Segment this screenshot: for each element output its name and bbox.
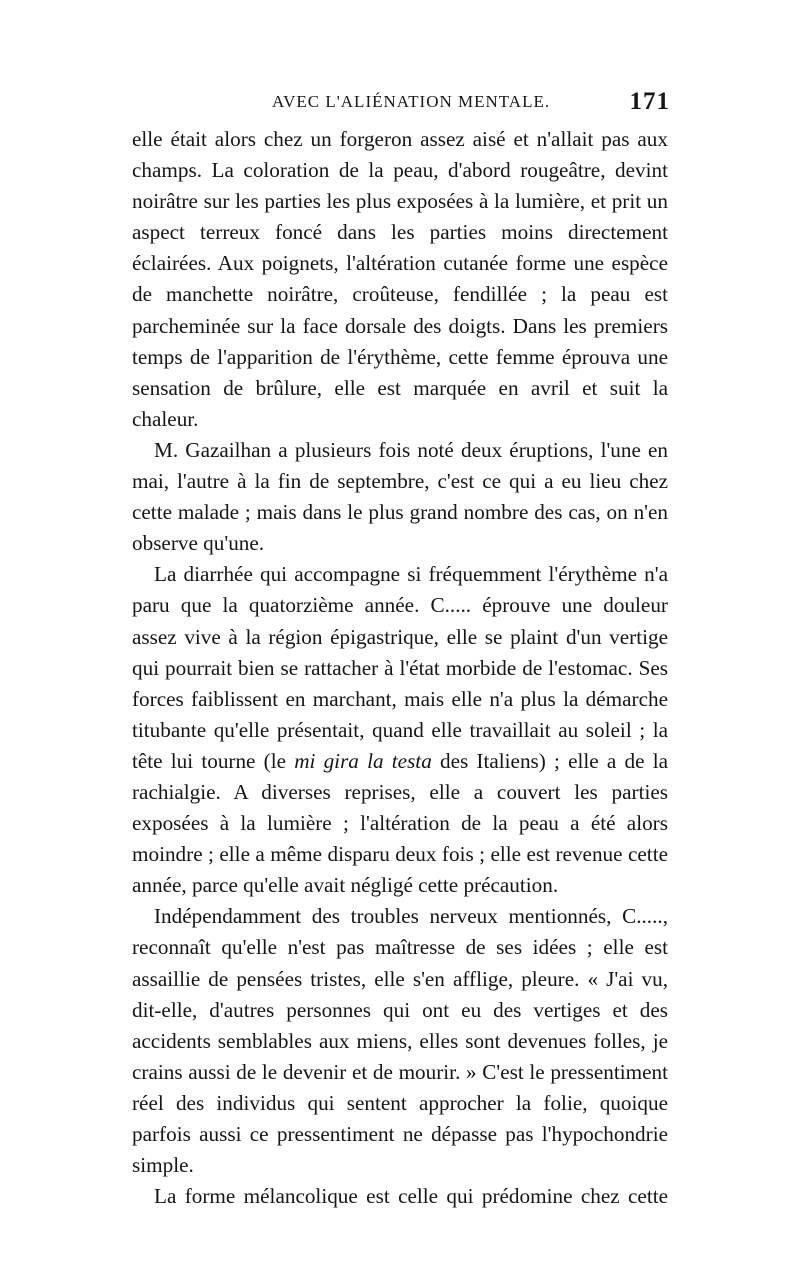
- paragraph-melancholic-form: La forme mélancolique est celle qui prédomine chez cette: [154, 1184, 668, 1209]
- paragraph-continued: elle était alors chez un forgeron assez aisé et n'allait pas aux champs. La coloration de la peau, d'abord rougeâtre, devint noirâtre sur les parties les plus exposées à la lumière, et prit un aspect terreux foncé dans les parties moins directement éclairées. Aux poignets, l'altération cutanée forme une espèce de manchette noirâtre, croûteuse, fendillée ; la peau est parcheminée sur la face dorsale des doigts. Dans les premiers temps de l'apparition de l'érythème, cette femme éprouva une sensation de brûlure, elle est marquée en avril et suit la chaleur.: [132, 127, 668, 431]
- italic-phrase: mi gira la testa: [294, 748, 432, 773]
- running-head: [132, 88, 672, 120]
- running-title: AVEC L'ALIÉNATION MENTALE.: [272, 92, 551, 111]
- page-number: 171: [629, 88, 670, 115]
- paragraph-diarrhea-text-after: des Italiens) ; elle a de la rachialgie. A diverses reprises, elle a couvert les parties exposées à la lumière ; l'altération de la peau a été alors moindre ; elle a même disparu deux fois ; elle est revenue cette année, parce qu'elle avait négligé cette précaution.: [132, 748, 668, 898]
- paragraph-eruptions: M. Gazailhan a plusieurs fois noté deux éruptions, l'une en mai, l'autre à la fin de septembre, c'est ce qui a eu lieu chez cette malade ; mais dans le plus grand nombre des cas, on n'en observe qu'une.: [132, 437, 668, 556]
- paragraph-nervous-troubles: Indépendamment des troubles nerveux mentionnés, C....., reconnaît qu'elle n'est pas maîtresse de ses idées ; elle est assaillie de pensées tristes, elle s'en afflige, pleure. « J'ai vu, dit-elle, d'autres personnes qui ont eu des vertiges et des accidents semblables aux miens, elles sont devenues folles, je crains aussi de le devenir et de mourir. » C'est le pressentiment réel des individus qui sentent approcher la folie, quoique parfois aussi ce pressentiment ne dépasse pas l'hypochondrie simple.: [132, 904, 668, 1178]
- paragraph-diarrhea: [132, 559, 668, 901]
- paragraph-diarrhea-text-before: La diarrhée qui accompagne si fréquemment l'érythème n'a paru que la quatorzième année. C..... éprouve une douleur assez vive à la région épigastrique, elle se plaint d'un vertige qui pourrait bien se rattacher à l'état morbide de l'estomac. Ses forces faiblissent en marchant, mais elle n'a plus la démarche titubante qu'elle présentait, quand elle travaillait au soleil ; la tête lui tourne (le: [132, 562, 668, 773]
- body-text: [132, 124, 668, 1212]
